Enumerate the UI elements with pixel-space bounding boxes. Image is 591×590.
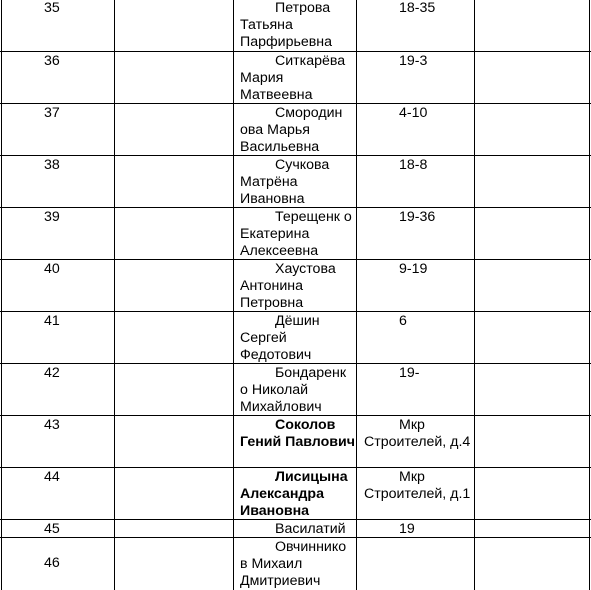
number-cell [1, 260, 114, 311]
table-row [0, 364, 591, 416]
name-cell [233, 52, 356, 103]
resident-name: Сучкова Матрёна Ивановна [240, 157, 330, 207]
empty-cell [114, 520, 233, 537]
address-cell [356, 520, 474, 537]
address-cell [356, 104, 474, 155]
resident-name: Соколов Гений Павлович [240, 417, 355, 450]
empty-cell [114, 260, 233, 311]
empty-cell [474, 0, 590, 51]
empty-cell [474, 364, 590, 415]
name-cell [233, 468, 356, 519]
name-cell [233, 260, 356, 311]
resident-name: Терещенк о Екатерина Алексеевна [240, 209, 352, 259]
address-cell [356, 416, 474, 467]
table-row [0, 52, 591, 104]
address-cell [356, 208, 474, 259]
empty-cell [474, 260, 590, 311]
empty-cell [474, 520, 590, 537]
number-cell [1, 538, 114, 590]
number-cell [1, 208, 114, 259]
resident-address: 18-8 [399, 157, 428, 173]
number-cell [1, 156, 114, 207]
table-row [0, 520, 591, 538]
resident-address: Мкр Строителей, д.4 [364, 417, 471, 450]
empty-cell [114, 416, 233, 467]
resident-name: Бондаренк о Николай Михайлович [240, 365, 347, 415]
number-cell [1, 104, 114, 155]
address-cell [356, 538, 474, 590]
table-row [0, 538, 591, 590]
name-cell [233, 104, 356, 155]
resident-address: 6 [399, 313, 407, 329]
number-cell [1, 468, 114, 519]
row-number: 40 [44, 261, 60, 277]
row-number: 43 [44, 417, 60, 433]
resident-address: 19- [399, 365, 420, 381]
row-number: 36 [44, 53, 60, 69]
row-number: 45 [44, 521, 60, 537]
address-cell [356, 468, 474, 519]
row-number: 38 [44, 157, 60, 173]
empty-cell [114, 312, 233, 363]
empty-cell [474, 208, 590, 259]
empty-cell [474, 416, 590, 467]
table-row [0, 416, 591, 468]
resident-name: Хаустова Антонина Петровна [240, 261, 336, 311]
name-cell [233, 312, 356, 363]
empty-cell [114, 364, 233, 415]
row-number: 37 [44, 105, 60, 121]
table-row [0, 468, 591, 520]
address-cell [356, 364, 474, 415]
address-cell [356, 156, 474, 207]
resident-address: 18-35 [399, 0, 436, 16]
address-cell [356, 0, 474, 51]
empty-cell [474, 52, 590, 103]
name-cell [233, 364, 356, 415]
name-cell [233, 538, 356, 590]
number-cell [1, 416, 114, 467]
address-cell [356, 52, 474, 103]
table-row [0, 208, 591, 260]
table-row [0, 104, 591, 156]
address-cell [356, 260, 474, 311]
name-cell [233, 520, 356, 537]
name-cell [233, 208, 356, 259]
empty-cell [114, 538, 233, 590]
row-number: 41 [44, 313, 60, 329]
empty-cell [114, 0, 233, 51]
address-cell [356, 312, 474, 363]
resident-name: Дёшин Сергей Федотович [240, 313, 320, 363]
row-number: 46 [44, 555, 60, 571]
empty-cell [114, 104, 233, 155]
empty-cell [114, 208, 233, 259]
resident-address: 19-36 [399, 209, 436, 225]
resident-name: Ситкарёва Мария Матвеевна [240, 53, 346, 103]
number-cell [1, 0, 114, 51]
name-cell [233, 156, 356, 207]
number-cell [1, 520, 114, 537]
resident-address: 9-19 [399, 261, 428, 277]
resident-name: Петрова Татьяна Парфирьевна [240, 0, 333, 50]
empty-cell [114, 468, 233, 519]
number-cell [1, 364, 114, 415]
resident-address: 19-3 [399, 53, 428, 69]
row-number: 35 [44, 0, 60, 16]
number-cell [1, 52, 114, 103]
empty-cell [114, 156, 233, 207]
empty-cell [474, 312, 590, 363]
row-number: 42 [44, 365, 60, 381]
resident-name: Лисицына Александра Ивановна [240, 469, 348, 519]
resident-name: Василатий [275, 521, 346, 537]
resident-name: Смородин ова Марья Васильевна [240, 105, 343, 155]
row-number: 44 [44, 469, 60, 485]
table-row [0, 156, 591, 208]
empty-cell [474, 104, 590, 155]
table-row [0, 312, 591, 364]
empty-cell [474, 538, 590, 590]
name-cell [233, 416, 356, 467]
empty-cell [474, 156, 590, 207]
name-cell [233, 0, 356, 51]
resident-name: Овчиннико в Михаил Дмитриевич [240, 539, 347, 589]
row-number: 39 [44, 209, 60, 225]
table-row [0, 0, 591, 52]
empty-cell [114, 52, 233, 103]
resident-address: Мкр Строителей, д.1 [364, 469, 471, 502]
number-cell [1, 312, 114, 363]
resident-address: 19 [399, 521, 415, 537]
resident-address: 4-10 [399, 105, 428, 121]
table-row [0, 260, 591, 312]
empty-cell [474, 468, 590, 519]
